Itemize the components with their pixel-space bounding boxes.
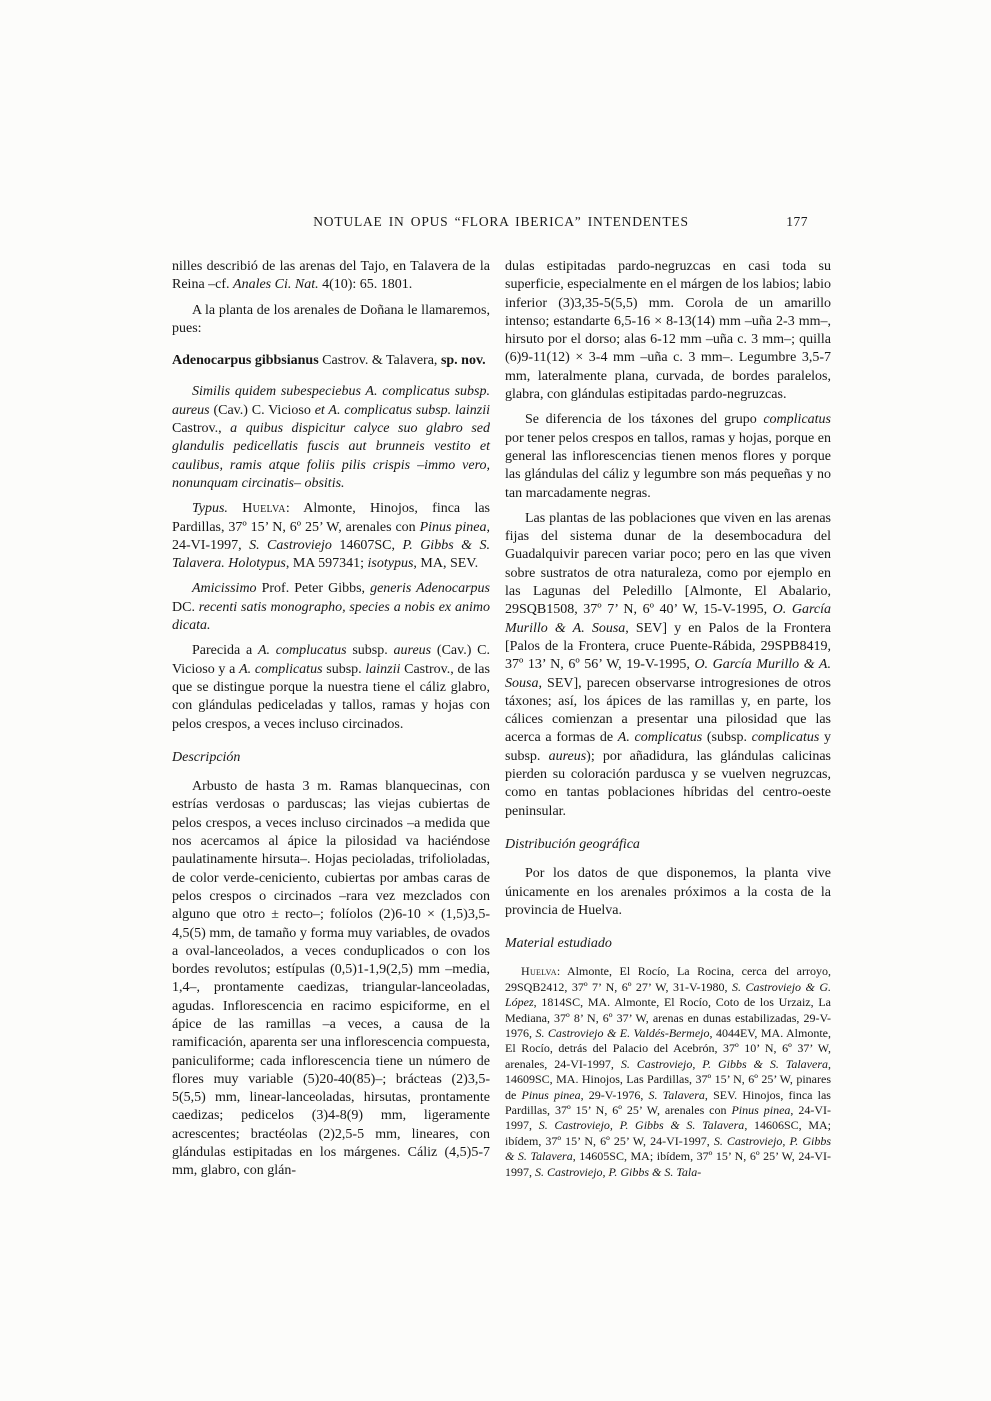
paragraph — [505, 411, 831, 502]
text: Castrov., — [172, 421, 231, 437]
text: , 29-V-1976, — [580, 1087, 649, 1102]
italic-text: Material estudiado — [505, 936, 612, 952]
section-heading-distribucion — [505, 836, 831, 854]
text: nilles describió de las arenas del Tajo, en Talavera de la Reina –cf. — [172, 259, 490, 293]
italic-text: S. Castroviejo & G. López — [505, 979, 831, 1010]
text: ); por añadidura, las glándulas calicinas pierden su coloración pardusca y se vuelven negruzcas, como en tantas poblaciones híbridas del centro-oeste peninsular. — [505, 748, 831, 819]
italic-text: S. Castroviejo, P. Gibbs & S. Tala- — [535, 1164, 702, 1179]
page-header — [172, 214, 830, 234]
paragraph — [172, 642, 490, 733]
text: 14607SC, — [331, 537, 403, 553]
typus-paragraph — [172, 500, 490, 573]
bold-text: Adenocarpus gibbsianus — [172, 353, 319, 369]
italic-text: S. Castroviejo & E. Valdés-Bermejo — [535, 1026, 710, 1041]
italic-text: A. complucatus — [257, 643, 353, 659]
text: Las plantas de las poblaciones que viven en las arenas fijas del sistema dunar de la desembocadura del Guadalquivir parecen variar poco; pero en las que viven sobre sustratos de otra naturaleza, como por ejemplo en las Lagunas del Peledillo [Almonte, El Abalario, 29SQB1508, 37º 7’ N, 6º 40’ W, 15-V-1995, — [505, 510, 831, 618]
text: Castrov. & Talavera, — [318, 353, 441, 369]
text: , MA, SEV. — [413, 556, 479, 572]
italic-text: Amicissimo — [192, 581, 262, 597]
italic-text: Descripción — [172, 749, 241, 765]
text: por tener pelos crespos en tallos, ramas y hojas, porque en general las inflorescencias tienen menos flores y porque las glándulas del cáliz y legumbre son más pequeñas y no tan marcadamente negras. — [505, 430, 831, 501]
italic-text: A. complicatus — [239, 661, 327, 677]
text-column-left — [172, 258, 490, 1181]
text: Parecida a — [192, 643, 258, 659]
material-studied-paragraph — [505, 964, 831, 1180]
italic-text: complicatus — [751, 730, 820, 746]
text: , 4044EV, MA. Almonte, El Rocío, detrás del Palacio del Acebrón, 37º 10’ N, 6º 37’ W, arenales, 24-VI-1997, — [505, 1026, 831, 1071]
text: , MA 597341; — [285, 556, 368, 572]
italic-text: complicatus — [763, 412, 831, 428]
text: Por los datos de que disponemos, la planta vive únicamente en los arenales próximos a la costa de la provincia de Huelva. — [505, 866, 831, 918]
species-heading — [172, 352, 490, 370]
paragraph — [172, 302, 490, 339]
text: , SEV. Hinojos, finca las Pardillas, 37º 15’ N, 6º 25’ W, arenales con — [505, 1087, 831, 1118]
description-paragraph — [172, 778, 490, 1181]
text: , 24-VI-1997, — [172, 519, 490, 553]
text: : Almonte, Hinojos, finca las Pardillas, 37º 15’ N, 6º 25’ W, arenales con — [172, 501, 490, 535]
italic-text: Similis quidem subespeciebus A. complicatus subsp. aureus — [172, 384, 490, 418]
text: Castrov., de las que se distingue porque la nuestra tiene el cáliz glabro, con glándulas pediceladas y tallos, ramas y hojas con pelos crespos, a veces incluso circinados. — [172, 661, 490, 732]
italic-text: Anales Ci. Nat. — [233, 277, 319, 293]
text: , 24-VI-1997, — [505, 1103, 832, 1133]
italic-text: Typus. — [192, 501, 243, 517]
text: , SEV] y en Palos de la Frontera [Palos de la Frontera, cruce Puente-Rábida, 29SPB8419, 37º 13’ N, 6º 56’ W, 19-V-1995, — [505, 620, 831, 673]
italic-text: S. Castroviejo, P. Gibbs & S. Talavera — [505, 1133, 832, 1164]
paragraph — [505, 865, 831, 920]
italic-text: generis Adenocarpus — [370, 581, 490, 597]
italic-text: S. Castroviejo — [249, 537, 332, 553]
italic-text: S. Talavera — [648, 1087, 705, 1102]
text: A la planta de los arenales de Doñana le llamaremos, pues: — [172, 302, 490, 336]
smallcaps-text: Huelva — [521, 964, 557, 979]
text: (subsp. — [702, 730, 752, 746]
dedication-paragraph — [172, 580, 490, 635]
text: DC. — [172, 599, 199, 615]
text: 4(10): 65. 1801. — [318, 277, 413, 293]
text: Arbusto de hasta 3 m. Ramas blanquecinas, con estrías verdosas o parduscas; las viejas cubiertas de pelos crespos, a veces incluso circinados –a medida que nos acercamos al ápice la pilosidad va haciéndose paulatinamente hirsuta–. Hojas pecioladas, trifolioladas, de color verde-ceniciento, cubiertas por ambas caras de pelos crespos o circinados –rara vez mezclados con alguno que otro ± recto–; folíolos (2)6-10 × (1,5)3,5-4,5(5) mm, de tamaño y forma muy variables, de ovados a oval-lanceolados, a veces conduplicados o con los bordes revolutos; estípulas (0,5)1-1,9(2,5) mm –media, 1,4–, prontamente caedizas, triangular-lanceoladas, agudas. Inflorescencia en racimo espiciforme, en el ápice de las ramillas –a veces, a causa de la ramificación, aparenta ser una inflorescencia compuesta, paniculiforme; cada inflorescencia tiene un número de flores muy variable (5)20-40(85)–; brácteas (2)3,5-5(5,5) mm, linear-lanceoladas, hirsutas, prontamente caedizas; pedicelos (3)4-8(9) mm, ligeramente acrescentes; bractéolas (2)2,5-5 mm, lineares, con glándulas estipitadas en los márgenes. Cáliz (4,5)5-7 mm, glabro, con glán- — [172, 779, 490, 1179]
italic-text: recenti satis monographo, species a nobis ex animo dicata. — [172, 599, 490, 634]
text: (Cav.) C. Vicioso — [213, 402, 315, 418]
italic-text: et A. complicatus subsp. lainzii — [314, 402, 490, 418]
text: subsp. — [352, 643, 394, 659]
italic-text: A. complicatus — [617, 730, 703, 746]
italic-text: O. García Murillo & A. Sousa — [505, 602, 831, 636]
italic-text: aureus — [548, 748, 587, 764]
paragraph-continuation — [505, 258, 831, 404]
paragraph — [505, 510, 831, 821]
italic-text: S. Castroviejo, P. Gibbs & S. Talavera — [538, 1118, 745, 1133]
italic-text: Distribución geográfica — [505, 836, 640, 852]
text: , 14609SC, MA. Hinojos, Las Pardillas, 37º 15’ N, 6º 25’ W, pinares de — [505, 1056, 831, 1102]
italic-text: lainzii — [365, 661, 405, 677]
text: , 14605SC, MA; ibídem, 37º 15’ N, 6º 25’ W, 24-VI-1997, — [505, 1149, 832, 1179]
page-number: 177 — [786, 214, 808, 229]
bold-text: sp. nov. — [440, 353, 486, 369]
section-heading-descripcion — [172, 749, 490, 767]
text: Prof. Peter Gibbs, — [261, 581, 371, 597]
italic-text: Pinus pinea — [419, 519, 487, 535]
text: , 14606SC, MA; ibídem, 37º 15’ N, 6º 25’ W, 24-VI-1997, — [505, 1118, 832, 1148]
latin-diagnosis-paragraph — [172, 383, 490, 493]
italic-text: isotypus — [367, 556, 414, 572]
text: (Cav.) C. Vicioso y a — [172, 643, 490, 677]
text: , 1814SC, MA. Almonte, El Rocío, Coto de los Urzaiz, La Mediana, 37º 8’ N, 6º 37’ W, arenas en dunas estabilizadas, 29-V-1976, — [505, 995, 831, 1041]
text: y subsp. — [505, 730, 831, 764]
italic-text: P. Gibbs & S. Talavera. Holotypus — [172, 537, 490, 572]
text: Se diferencia de los táxones del grupo — [525, 412, 764, 428]
italic-text: Pinus pinea — [731, 1103, 791, 1118]
text: : Almonte, El Rocío, La Rocina, cerca del arroyo, 29SQB2412, 37º 7’ N, 6º 27’ W, 31-V-1980, — [505, 964, 831, 994]
text-column-right — [505, 258, 831, 1180]
paragraph-continuation — [172, 258, 490, 295]
italic-text: O. García Murillo & A. Sousa — [505, 657, 831, 691]
smallcaps-text: Huelva — [242, 501, 286, 517]
italic-text: S. Castroviejo, P. Gibbs & S. Talavera — [620, 1056, 828, 1071]
running-title: NOTULAE IN OPUS “FLORA IBERICA” INTENDENTES — [313, 214, 689, 229]
italic-text: a quibus dispicitur calyce suo glabro sed glandulis pedicellatis fuscis aut brunneis vestito et caulibus, ramis atque foliis pilis crispis –immo vero, nonunquam circinatis– obsitis. — [172, 421, 490, 491]
text: dulas estipitadas pardo-negruzcas en casi toda su superficie, especialmente en el márgen de los labios; labio inferior (3)3,35-5(5,5) mm. Corola de un amarillo intenso; estandarte 6,5-16 × 8-13(14) mm –uña 2-3 mm–, hirsuto por el dorso; alas 6-12 mm –uña c. 3 mm–; quilla (6)9-11(12) × 3-4 mm –uña c. 3 mm–. Legumbre 3,5-7 mm, lateralmente plana, curvada, de bordes paralelos, glabra, con glándulas estipitadas pardo-negruzcas. — [505, 259, 831, 403]
italic-text: Pinus pinea — [521, 1087, 581, 1102]
text: subsp. — [326, 661, 366, 677]
text: , SEV], parecen observarse introgresiones de otros táxones; así, los ápices de las ramillas y, en parte, los cálices comienzan a presentar una pilosidad que las acerca a formas de — [505, 675, 831, 746]
italic-text: aureus — [393, 643, 437, 659]
section-heading-material — [505, 935, 831, 953]
